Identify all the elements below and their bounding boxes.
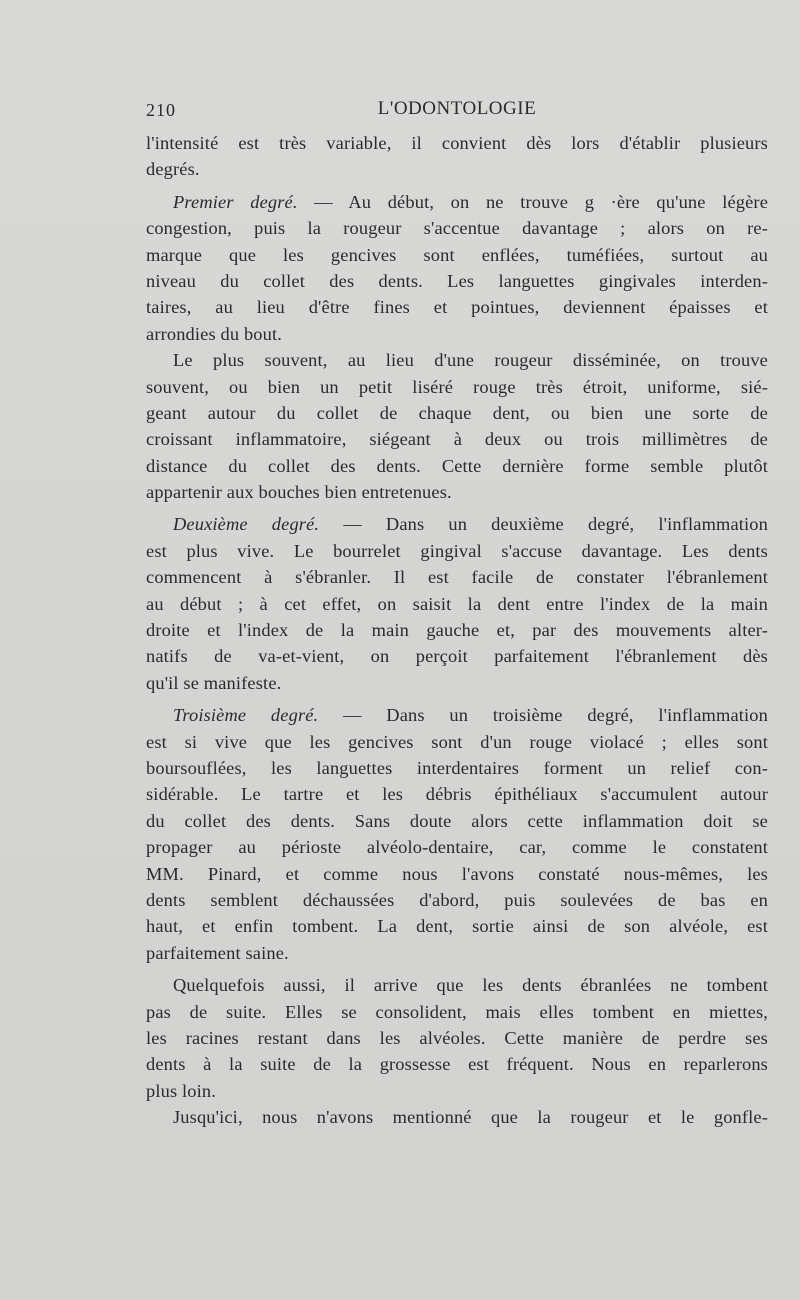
text-line	[146, 702, 768, 728]
paragraph-deuxieme-degre	[146, 511, 768, 696]
text-line: propager au périoste alvéolo-dentaire, car, comme le constatent	[146, 837, 768, 858]
text-line: qu'il se manifeste.	[146, 672, 282, 693]
text-line: Le plus souvent, au lieu d'une rougeur disséminée, on trouve	[173, 350, 768, 371]
text-line	[146, 511, 768, 537]
text-line: parfaitement saine.	[146, 942, 289, 963]
paragraph-plus-souvent	[146, 347, 768, 505]
text-line: est si vive que les gencives sont d'un rouge violacé ; elles sont	[146, 731, 768, 752]
text-line: MM. Pinard, et comme nous l'avons constaté nous-mêmes, les	[146, 863, 768, 884]
text-line: natifs de va-et-vient, on perçoit parfaitement l'ébranlement dès	[146, 646, 768, 667]
body-text	[146, 130, 768, 1130]
running-title: L'ODONTOLOGIE	[377, 98, 537, 119]
paragraph-jusqu-ici	[146, 1104, 768, 1130]
page-header	[146, 96, 768, 124]
paragraph-quelquefois	[146, 972, 768, 1104]
text-span: — Dans un troisième degré, l'inflammation	[318, 705, 768, 726]
text-line: sidérable. Le tartre et les débris épithéliaux s'accumulent autour	[146, 784, 768, 805]
text-span: — Dans un deuxième degré, l'inflammation	[319, 514, 768, 535]
text-line: boursouflées, les languettes interdentaires forment un relief con-	[146, 757, 768, 778]
section-heading-deuxieme-degre: Deuxième degré.	[173, 514, 320, 535]
text-line: arrondies du bout.	[146, 323, 283, 344]
text-line: est plus vive. Le bourrelet gingival s'accuse davantage. Les dents	[146, 540, 768, 561]
text-line: taires, au lieu d'être fines et pointues, deviennent épaisses et	[146, 297, 768, 318]
text-line: haut, et enfin tombent. La dent, sortie ainsi de son alvéole, est	[146, 916, 768, 937]
text-line: souvent, ou bien un petit liséré rouge très étroit, uniforme, sié-	[146, 376, 768, 397]
text-line: niveau du collet des dents. Les languettes gingivales interden-	[146, 270, 768, 291]
text-line: distance du collet des dents. Cette dernière forme semble plutôt	[146, 455, 768, 476]
text-line: Quelquefois aussi, il arrive que les dents ébranlées ne tombent	[173, 975, 768, 996]
text-line: droite et l'index de la main gauche et, par des mouvements alter-	[146, 620, 768, 641]
text-line: appartenir aux bouches bien entretenues.	[146, 482, 452, 503]
text-line: Jusqu'ici, nous n'avons mentionné que la rougeur et le gonfle-	[173, 1107, 768, 1128]
text-line: pas de suite. Elles se consolident, mais elles tombent en miettes,	[146, 1001, 768, 1022]
text-line: commencent à s'ébranler. Il est facile de constater l'ébranlement	[146, 567, 768, 588]
paragraph-premier-degre	[146, 189, 768, 347]
text-line: geant autour du collet de chaque dent, ou bien une sorte de	[146, 402, 768, 423]
section-heading-troisieme-degre: Troisième degré.	[173, 705, 319, 726]
paragraph-troisieme-degre	[146, 702, 768, 966]
text-line: dents semblent déchaussées d'abord, puis soulevées de bas en	[146, 889, 768, 910]
text-line: les racines restant dans les alvéoles. Cette manière de perdre ses	[146, 1027, 768, 1048]
text-span: — Au début, on ne trouve g ·ère qu'une légère	[297, 191, 769, 212]
text-line: marque que les gencives sont enflées, tuméfiées, surtout au	[146, 244, 768, 265]
page-number: 210	[146, 100, 176, 120]
text-line: croissant inflammatoire, siégeant à deux ou trois millimètres de	[146, 429, 768, 450]
text-line: congestion, puis la rougeur s'accentue davantage ; alors on re-	[146, 218, 768, 239]
text-line: au début ; à cet effet, on saisit la dent entre l'index de la main	[146, 593, 768, 614]
text-line: du collet des dents. Sans doute alors cette inflammation doit se	[146, 810, 768, 831]
paragraph-intro	[146, 130, 768, 183]
text-line: degrés.	[146, 159, 200, 180]
text-line	[146, 189, 768, 215]
text-line: plus loin.	[146, 1080, 216, 1101]
text-line: l'intensité est très variable, il convient dès lors d'établir plusieurs	[146, 133, 768, 153]
text-line: dents à la suite de la grossesse est fréquent. Nous en reparlerons	[146, 1054, 768, 1075]
section-heading-premier-degre: Premier degré.	[173, 191, 298, 212]
